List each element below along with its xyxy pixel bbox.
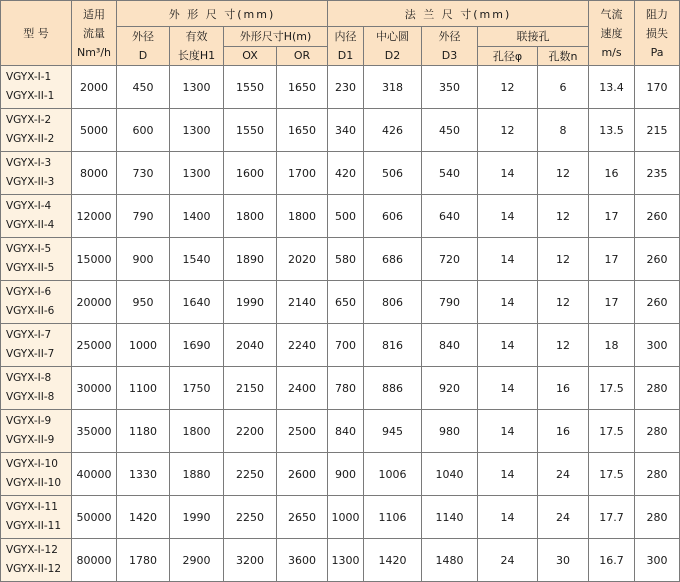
inner-dia-cell: 230	[328, 66, 364, 109]
or-cell: 2500	[277, 410, 328, 453]
eff-length-cell: 1880	[170, 453, 224, 496]
flange-outer-dia-cell: 1040	[422, 453, 478, 496]
hole-dia-cell: 14	[478, 367, 538, 410]
flow-cell: 80000	[72, 539, 117, 582]
eff-length-cell: 1800	[170, 410, 224, 453]
header-flange-size: 法 兰 尺 寸(mm)	[328, 1, 589, 27]
header-inner-dia: 内径 D1	[328, 27, 364, 66]
outer-dia-cell: 1330	[117, 453, 170, 496]
velocity-cell: 17.7	[589, 496, 635, 539]
flow-cell: 30000	[72, 367, 117, 410]
velocity-cell: 17	[589, 195, 635, 238]
hole-count-cell: 24	[538, 496, 589, 539]
header-outer-size-h: 外形尺寸H(m)	[224, 27, 328, 47]
model-cell: VGYX-I-8 VGYX-II-8	[1, 367, 72, 410]
hole-count-cell: 12	[538, 195, 589, 238]
velocity-cell: 17	[589, 281, 635, 324]
resistance-cell: 300	[635, 539, 680, 582]
hole-dia-cell: 12	[478, 109, 538, 152]
hole-dia-cell: 14	[478, 410, 538, 453]
inner-dia-cell: 1300	[328, 539, 364, 582]
center-circle-cell: 686	[364, 238, 422, 281]
inner-dia-cell: 500	[328, 195, 364, 238]
hole-count-cell: 8	[538, 109, 589, 152]
inner-dia-cell: 340	[328, 109, 364, 152]
table-row	[1, 152, 680, 195]
model-cell: VGYX-I-9 VGYX-II-9	[1, 410, 72, 453]
eff-length-cell: 1640	[170, 281, 224, 324]
ox-cell: 3200	[224, 539, 277, 582]
model-cell: VGYX-I-10 VGYX-II-10	[1, 453, 72, 496]
header-resistance: 阻力 损失 Pa	[635, 1, 680, 66]
table-row	[1, 66, 680, 109]
or-cell: 2240	[277, 324, 328, 367]
center-circle-cell: 886	[364, 367, 422, 410]
model-cell: VGYX-I-11 VGYX-II-11	[1, 496, 72, 539]
flange-outer-dia-cell: 1480	[422, 539, 478, 582]
hole-count-cell: 12	[538, 152, 589, 195]
flange-outer-dia-cell: 840	[422, 324, 478, 367]
outer-dia-cell: 1420	[117, 496, 170, 539]
hole-count-cell: 12	[538, 238, 589, 281]
model-cell: VGYX-I-12 VGYX-II-12	[1, 539, 72, 582]
inner-dia-cell: 420	[328, 152, 364, 195]
table-row	[1, 496, 680, 539]
header-ox: OX	[224, 46, 277, 66]
table-row	[1, 281, 680, 324]
eff-length-cell: 1300	[170, 152, 224, 195]
resistance-cell: 300	[635, 324, 680, 367]
velocity-cell: 17.5	[589, 410, 635, 453]
or-cell: 1700	[277, 152, 328, 195]
inner-dia-cell: 780	[328, 367, 364, 410]
velocity-cell: 16.7	[589, 539, 635, 582]
resistance-cell: 280	[635, 453, 680, 496]
inner-dia-cell: 580	[328, 238, 364, 281]
resistance-cell: 260	[635, 238, 680, 281]
hole-count-cell: 16	[538, 410, 589, 453]
model-cell: VGYX-I-1 VGYX-II-1	[1, 66, 72, 109]
hole-dia-cell: 14	[478, 281, 538, 324]
flow-cell: 20000	[72, 281, 117, 324]
hole-dia-cell: 24	[478, 539, 538, 582]
header-outer-dia: 外径 D	[117, 27, 170, 66]
table-row	[1, 410, 680, 453]
header-flow: 适用 流量 Nm³/h	[72, 1, 117, 66]
or-cell: 2650	[277, 496, 328, 539]
ox-cell: 1890	[224, 238, 277, 281]
ox-cell: 2150	[224, 367, 277, 410]
header-eff-length: 有效 长度H1	[170, 27, 224, 66]
header-model: 型 号	[1, 1, 72, 66]
outer-dia-cell: 730	[117, 152, 170, 195]
model-cell: VGYX-I-6 VGYX-II-6	[1, 281, 72, 324]
ox-cell: 1600	[224, 152, 277, 195]
or-cell: 2600	[277, 453, 328, 496]
flow-cell: 50000	[72, 496, 117, 539]
center-circle-cell: 426	[364, 109, 422, 152]
flow-cell: 25000	[72, 324, 117, 367]
model-cell: VGYX-I-2 VGYX-II-2	[1, 109, 72, 152]
outer-dia-cell: 1780	[117, 539, 170, 582]
inner-dia-cell: 650	[328, 281, 364, 324]
hole-dia-cell: 14	[478, 496, 538, 539]
flange-outer-dia-cell: 1140	[422, 496, 478, 539]
flow-cell: 15000	[72, 238, 117, 281]
table-row	[1, 109, 680, 152]
hole-count-cell: 24	[538, 453, 589, 496]
header-hole-count: 孔数n	[538, 46, 589, 66]
center-circle-cell: 506	[364, 152, 422, 195]
model-cell: VGYX-I-4 VGYX-II-4	[1, 195, 72, 238]
outer-dia-cell: 790	[117, 195, 170, 238]
flange-outer-dia-cell: 350	[422, 66, 478, 109]
velocity-cell: 13.4	[589, 66, 635, 109]
flow-cell: 35000	[72, 410, 117, 453]
resistance-cell: 280	[635, 367, 680, 410]
hole-dia-cell: 14	[478, 453, 538, 496]
outer-dia-cell: 600	[117, 109, 170, 152]
header-hole-dia: 孔径φ	[478, 46, 538, 66]
hole-dia-cell: 12	[478, 66, 538, 109]
flow-cell: 40000	[72, 453, 117, 496]
header-or: OR	[277, 46, 328, 66]
hole-dia-cell: 14	[478, 195, 538, 238]
inner-dia-cell: 700	[328, 324, 364, 367]
outer-dia-cell: 1000	[117, 324, 170, 367]
or-cell: 3600	[277, 539, 328, 582]
resistance-cell: 215	[635, 109, 680, 152]
model-cell: VGYX-I-3 VGYX-II-3	[1, 152, 72, 195]
header-velocity: 气流 速度 m/s	[589, 1, 635, 66]
velocity-cell: 18	[589, 324, 635, 367]
resistance-cell: 170	[635, 66, 680, 109]
eff-length-cell: 1300	[170, 66, 224, 109]
table-row	[1, 324, 680, 367]
ox-cell: 1990	[224, 281, 277, 324]
header-outer-size: 外 形 尺 寸(mm)	[117, 1, 328, 27]
outer-dia-cell: 1100	[117, 367, 170, 410]
header-flange-outer-dia: 外径 D3	[422, 27, 478, 66]
model-cell: VGYX-I-7 VGYX-II-7	[1, 324, 72, 367]
eff-length-cell: 1990	[170, 496, 224, 539]
flange-outer-dia-cell: 980	[422, 410, 478, 453]
or-cell: 1650	[277, 109, 328, 152]
flow-cell: 12000	[72, 195, 117, 238]
inner-dia-cell: 840	[328, 410, 364, 453]
ox-cell: 2250	[224, 453, 277, 496]
flange-outer-dia-cell: 720	[422, 238, 478, 281]
hole-count-cell: 6	[538, 66, 589, 109]
ox-cell: 1550	[224, 66, 277, 109]
hole-dia-cell: 14	[478, 324, 538, 367]
center-circle-cell: 1420	[364, 539, 422, 582]
hole-dia-cell: 14	[478, 152, 538, 195]
table-body	[1, 66, 680, 582]
flange-outer-dia-cell: 790	[422, 281, 478, 324]
flange-outer-dia-cell: 540	[422, 152, 478, 195]
center-circle-cell: 1106	[364, 496, 422, 539]
center-circle-cell: 606	[364, 195, 422, 238]
flange-outer-dia-cell: 640	[422, 195, 478, 238]
inner-dia-cell: 1000	[328, 496, 364, 539]
velocity-cell: 17	[589, 238, 635, 281]
resistance-cell: 260	[635, 281, 680, 324]
header-holes: 联接孔	[478, 27, 589, 47]
center-circle-cell: 816	[364, 324, 422, 367]
velocity-cell: 13.5	[589, 109, 635, 152]
eff-length-cell: 1540	[170, 238, 224, 281]
or-cell: 2140	[277, 281, 328, 324]
velocity-cell: 16	[589, 152, 635, 195]
flow-cell: 5000	[72, 109, 117, 152]
outer-dia-cell: 950	[117, 281, 170, 324]
or-cell: 1800	[277, 195, 328, 238]
hole-count-cell: 16	[538, 367, 589, 410]
flange-outer-dia-cell: 450	[422, 109, 478, 152]
or-cell: 2400	[277, 367, 328, 410]
outer-dia-cell: 900	[117, 238, 170, 281]
center-circle-cell: 806	[364, 281, 422, 324]
ox-cell: 2040	[224, 324, 277, 367]
center-circle-cell: 1006	[364, 453, 422, 496]
model-cell: VGYX-I-5 VGYX-II-5	[1, 238, 72, 281]
velocity-cell: 17.5	[589, 367, 635, 410]
hole-dia-cell: 14	[478, 238, 538, 281]
table-row	[1, 453, 680, 496]
flow-cell: 8000	[72, 152, 117, 195]
eff-length-cell: 2900	[170, 539, 224, 582]
header-center-circle: 中心圆 D2	[364, 27, 422, 66]
hole-count-cell: 30	[538, 539, 589, 582]
eff-length-cell: 1750	[170, 367, 224, 410]
hole-count-cell: 12	[538, 324, 589, 367]
resistance-cell: 280	[635, 410, 680, 453]
resistance-cell: 280	[635, 496, 680, 539]
eff-length-cell: 1300	[170, 109, 224, 152]
eff-length-cell: 1400	[170, 195, 224, 238]
flow-cell: 2000	[72, 66, 117, 109]
table-row	[1, 238, 680, 281]
outer-dia-cell: 450	[117, 66, 170, 109]
ox-cell: 2250	[224, 496, 277, 539]
center-circle-cell: 945	[364, 410, 422, 453]
resistance-cell: 235	[635, 152, 680, 195]
ox-cell: 2200	[224, 410, 277, 453]
table-row	[1, 539, 680, 582]
outer-dia-cell: 1180	[117, 410, 170, 453]
ox-cell: 1800	[224, 195, 277, 238]
center-circle-cell: 318	[364, 66, 422, 109]
flange-outer-dia-cell: 920	[422, 367, 478, 410]
eff-length-cell: 1690	[170, 324, 224, 367]
inner-dia-cell: 900	[328, 453, 364, 496]
table-row	[1, 367, 680, 410]
table-row	[1, 195, 680, 238]
velocity-cell: 17.5	[589, 453, 635, 496]
hole-count-cell: 12	[538, 281, 589, 324]
ox-cell: 1550	[224, 109, 277, 152]
or-cell: 1650	[277, 66, 328, 109]
or-cell: 2020	[277, 238, 328, 281]
resistance-cell: 260	[635, 195, 680, 238]
